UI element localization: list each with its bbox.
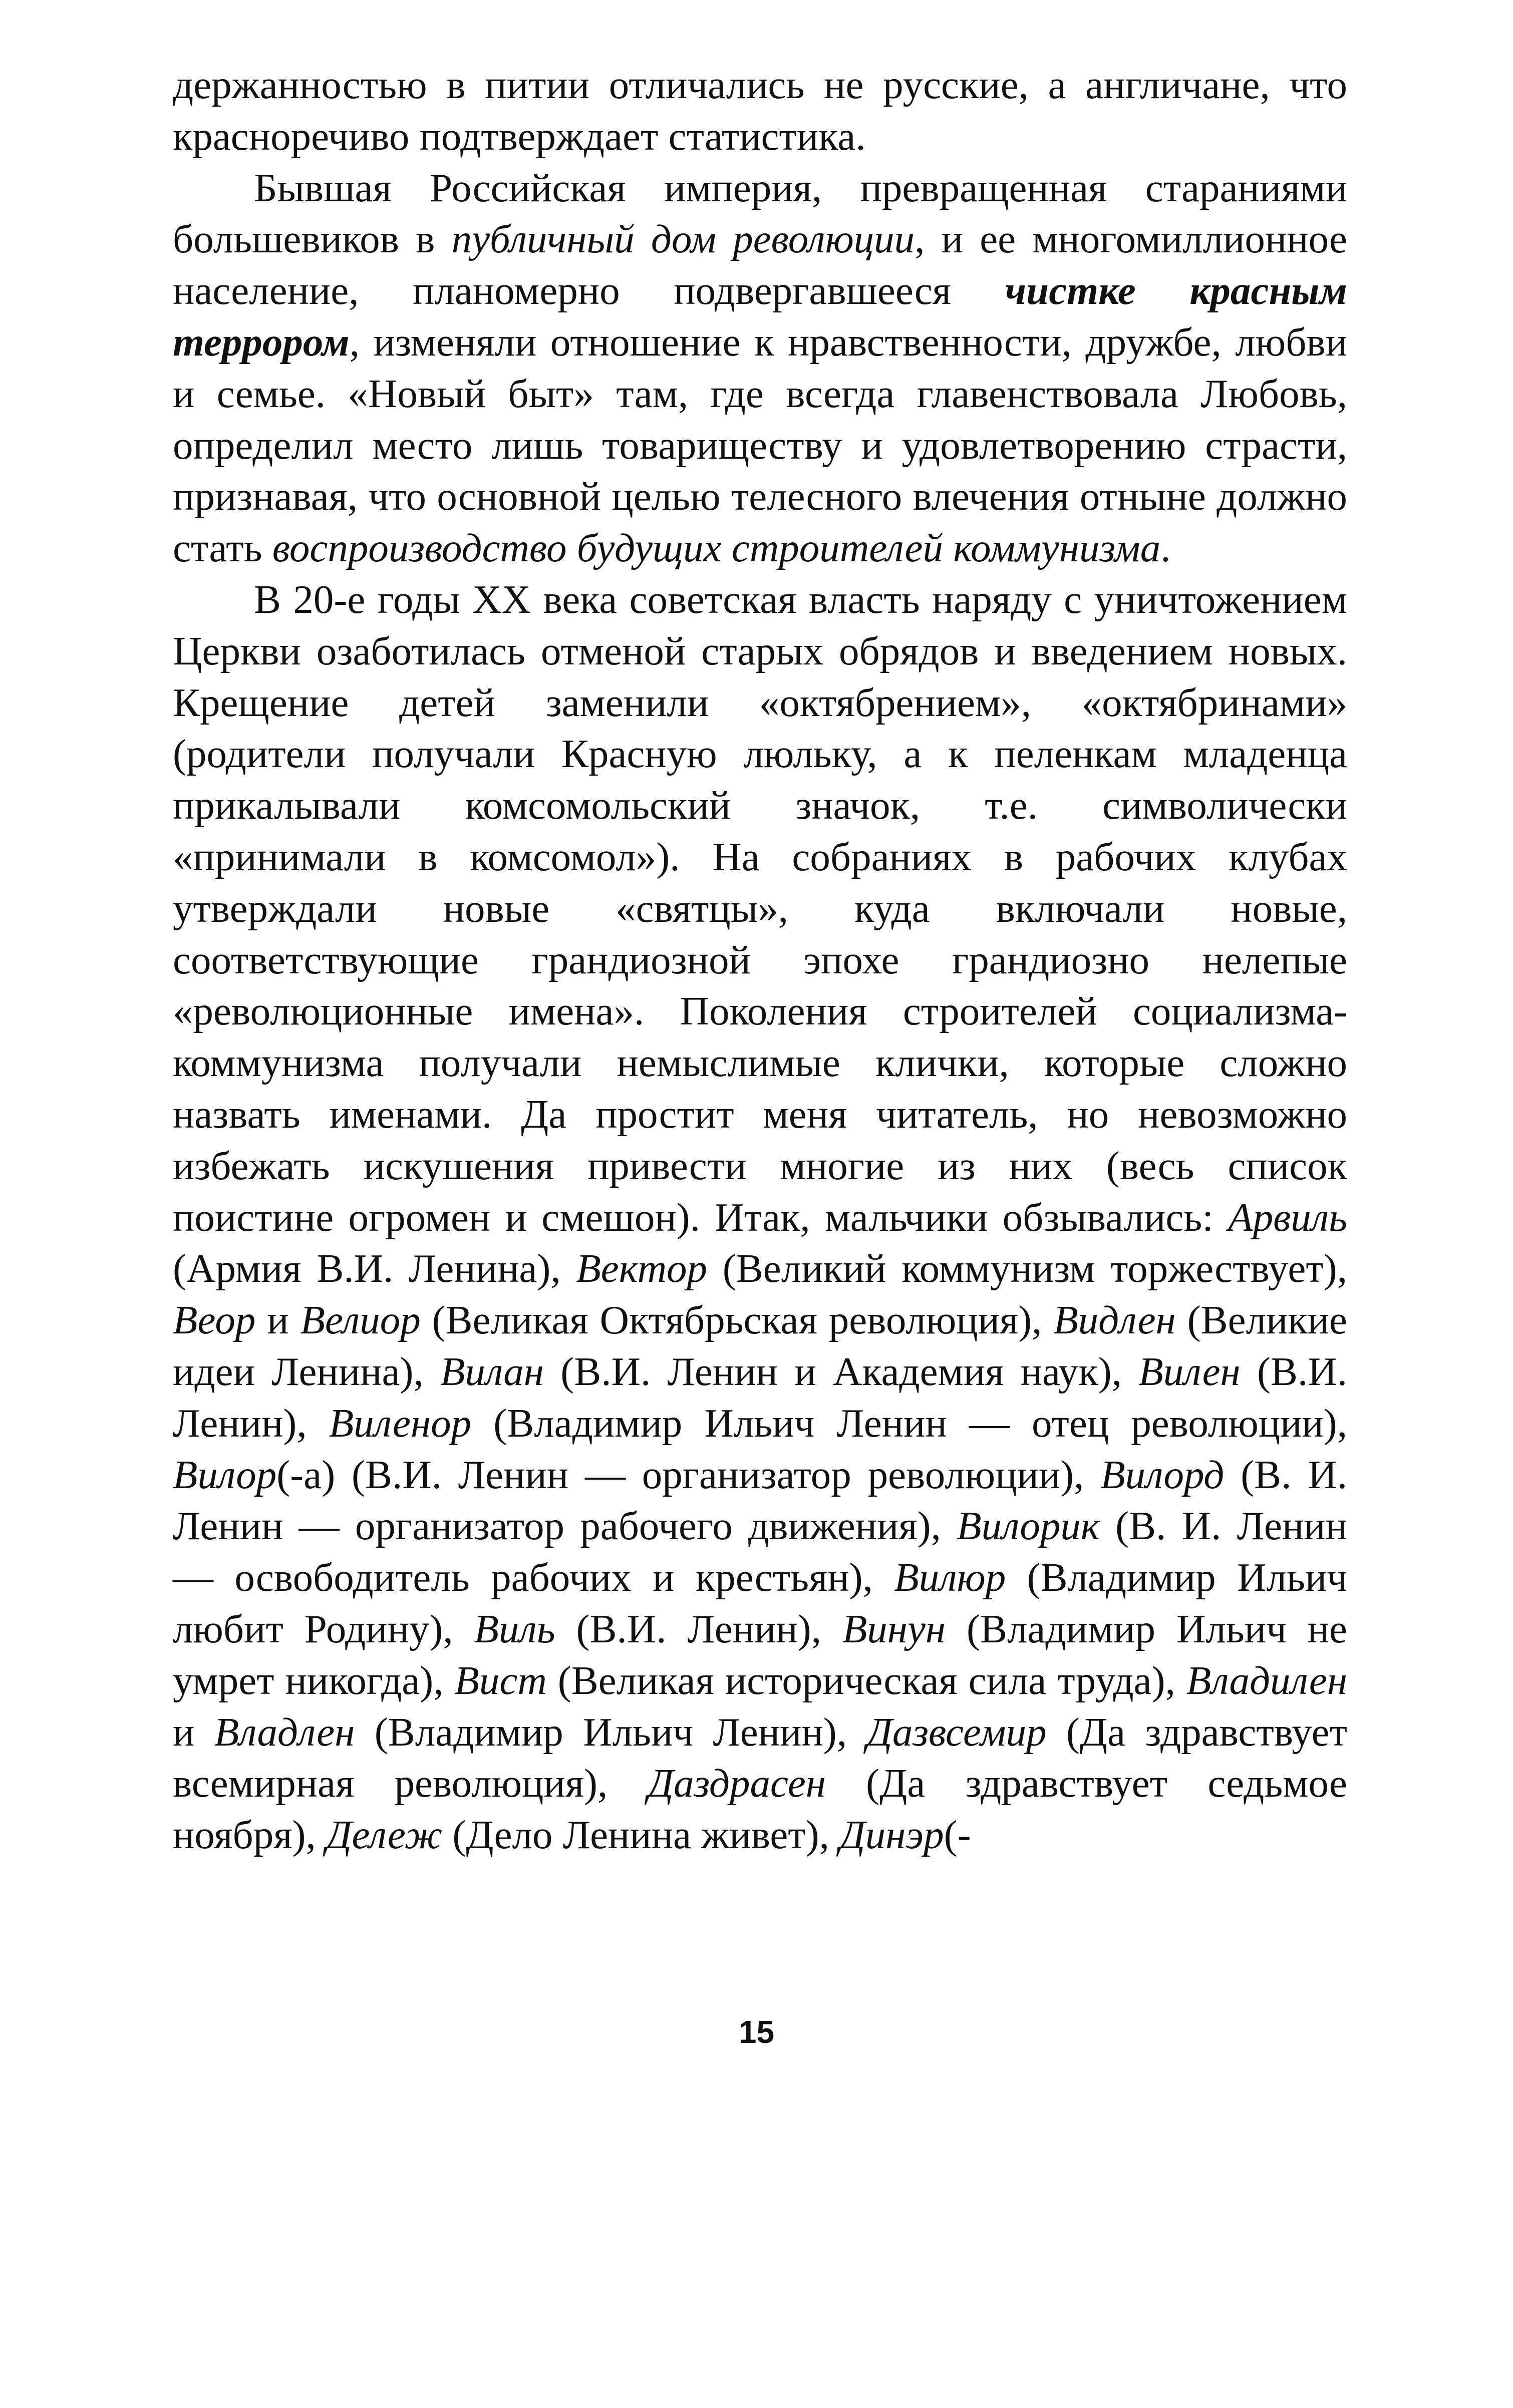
text-run: и bbox=[255, 1297, 300, 1343]
text-run: (В. И. Ленин — освободитель рабочих и крестьян), bbox=[173, 1503, 1347, 1600]
emphasis-italic: Вист bbox=[454, 1657, 547, 1703]
text-run: (Владимир Ильич Ленин — отец революции), bbox=[471, 1400, 1347, 1446]
text-run: . bbox=[1160, 525, 1171, 571]
text-run: (- bbox=[944, 1812, 971, 1858]
text-run: (-а) (В.И. Ленин — организатор революции), bbox=[276, 1452, 1101, 1497]
emphasis-italic: Виленор bbox=[329, 1400, 472, 1446]
emphasis-italic: публичный дом революции bbox=[451, 216, 915, 262]
text-run: (В.И. Ленин), bbox=[555, 1606, 842, 1651]
emphasis-italic: Дазвсемир bbox=[866, 1709, 1047, 1755]
emphasis-italic: Вилор bbox=[173, 1452, 277, 1497]
text-run: (Да здравствует всемирная революция), bbox=[173, 1709, 1347, 1806]
text-run: (Великий коммунизм торжествует), bbox=[707, 1246, 1347, 1291]
text-run: (Великие идеи Ленина), bbox=[173, 1297, 1347, 1394]
text-run: (Дело Ленина живет), bbox=[442, 1812, 840, 1858]
text-run: (В. И. Ленин — организатор рабочего движения), bbox=[173, 1452, 1347, 1549]
emphasis-italic: Вилан bbox=[440, 1348, 544, 1394]
text-run: держанностью в питии отличались не русские, а англичане, что красноречиво подтверждает статистика. bbox=[173, 62, 1347, 159]
emphasis-italic: Арвиль bbox=[1228, 1194, 1347, 1240]
emphasis-italic: Вилорд bbox=[1100, 1452, 1225, 1497]
text-run: (Да здравствует седьмое ноября), bbox=[173, 1761, 1347, 1858]
emphasis-italic: Владлен bbox=[214, 1709, 355, 1755]
emphasis-italic: Вилен bbox=[1138, 1348, 1241, 1394]
emphasis-italic: Вилорик bbox=[957, 1503, 1100, 1549]
text-run: (В.И. Ленин и Академия наук), bbox=[543, 1348, 1139, 1394]
text-run: (Великая Октябрьская революция), bbox=[420, 1297, 1054, 1343]
text-run: (Владимир Ильич не умрет никогда), bbox=[173, 1606, 1347, 1703]
emphasis-bold-italic: чистке красным террором bbox=[173, 268, 1347, 365]
emphasis-italic: Вилюр bbox=[894, 1555, 1006, 1600]
emphasis-italic: Дележ bbox=[326, 1812, 443, 1858]
emphasis-italic: Видлен bbox=[1053, 1297, 1176, 1343]
emphasis-italic: Даздрасен bbox=[648, 1761, 826, 1806]
emphasis-italic: Динэр bbox=[839, 1812, 944, 1858]
text-run: , и ее многомиллионное население, планомерно подвергавшееся bbox=[173, 216, 1347, 313]
text-run: (Великая историческая сила труда), bbox=[546, 1657, 1186, 1703]
paragraph bbox=[173, 59, 1347, 162]
paragraph bbox=[173, 162, 1347, 574]
text-run: (Армия В.И. Ленина), bbox=[173, 1246, 576, 1291]
emphasis-italic: Веор bbox=[173, 1297, 256, 1343]
page-number: 15 bbox=[738, 2014, 775, 2050]
body-text bbox=[173, 59, 1347, 1861]
emphasis-italic: Владилен bbox=[1186, 1657, 1347, 1703]
text-run: В 20-е годы ХХ века советская власть наряду с уничтожением Церкви озаботилась отменой старых обрядов и введением новых. Крещение детей заменили «октябрением», «октябринами» (родители получали Красную люльку, а к пеленкам младенца прикалывали комсомольский значок, т.е. символически «принимали в комсомол»). На собраниях в рабочих клубах утверждали новые «святцы», куда включали новые, соответствующие грандиозной эпохе грандиозно нелепые «революционные имена». Поколения строителей социализма-коммунизма получали немыслимые клички, которые сложно назвать именами. Да простит меня читатель, но невозможно избежать искушения привести многие из них (весь список поистине огромен и смешон). Итак, мальчики обзывались: bbox=[173, 576, 1347, 1240]
emphasis-italic: Виль bbox=[474, 1606, 555, 1651]
text-run: , изменяли отношение к нравственности, дружбе, любви и семье. «Новый быт» там, где всегда главенствовала Любовь, определил место лишь товариществу и удовлетворению страсти, признавая, что основной целью телесного влечения отныне должно стать bbox=[173, 319, 1347, 571]
text-run: Бывшая Российская империя, превращенная стараниями большевиков в bbox=[173, 165, 1347, 262]
text-run: и bbox=[173, 1709, 214, 1755]
emphasis-italic: воспроизводство будущих строителей коммунизма bbox=[272, 525, 1161, 571]
text-run: (Владимир Ильич Ленин), bbox=[355, 1709, 867, 1755]
text-run: (В.И. Ленин), bbox=[173, 1348, 1347, 1446]
emphasis-italic: Вектор bbox=[576, 1246, 708, 1291]
emphasis-italic: Винун bbox=[842, 1606, 946, 1651]
text-run: (Владимир Ильич любит Родину), bbox=[173, 1555, 1347, 1651]
emphasis-italic: Велиор bbox=[300, 1297, 421, 1343]
paragraph bbox=[173, 574, 1347, 1861]
